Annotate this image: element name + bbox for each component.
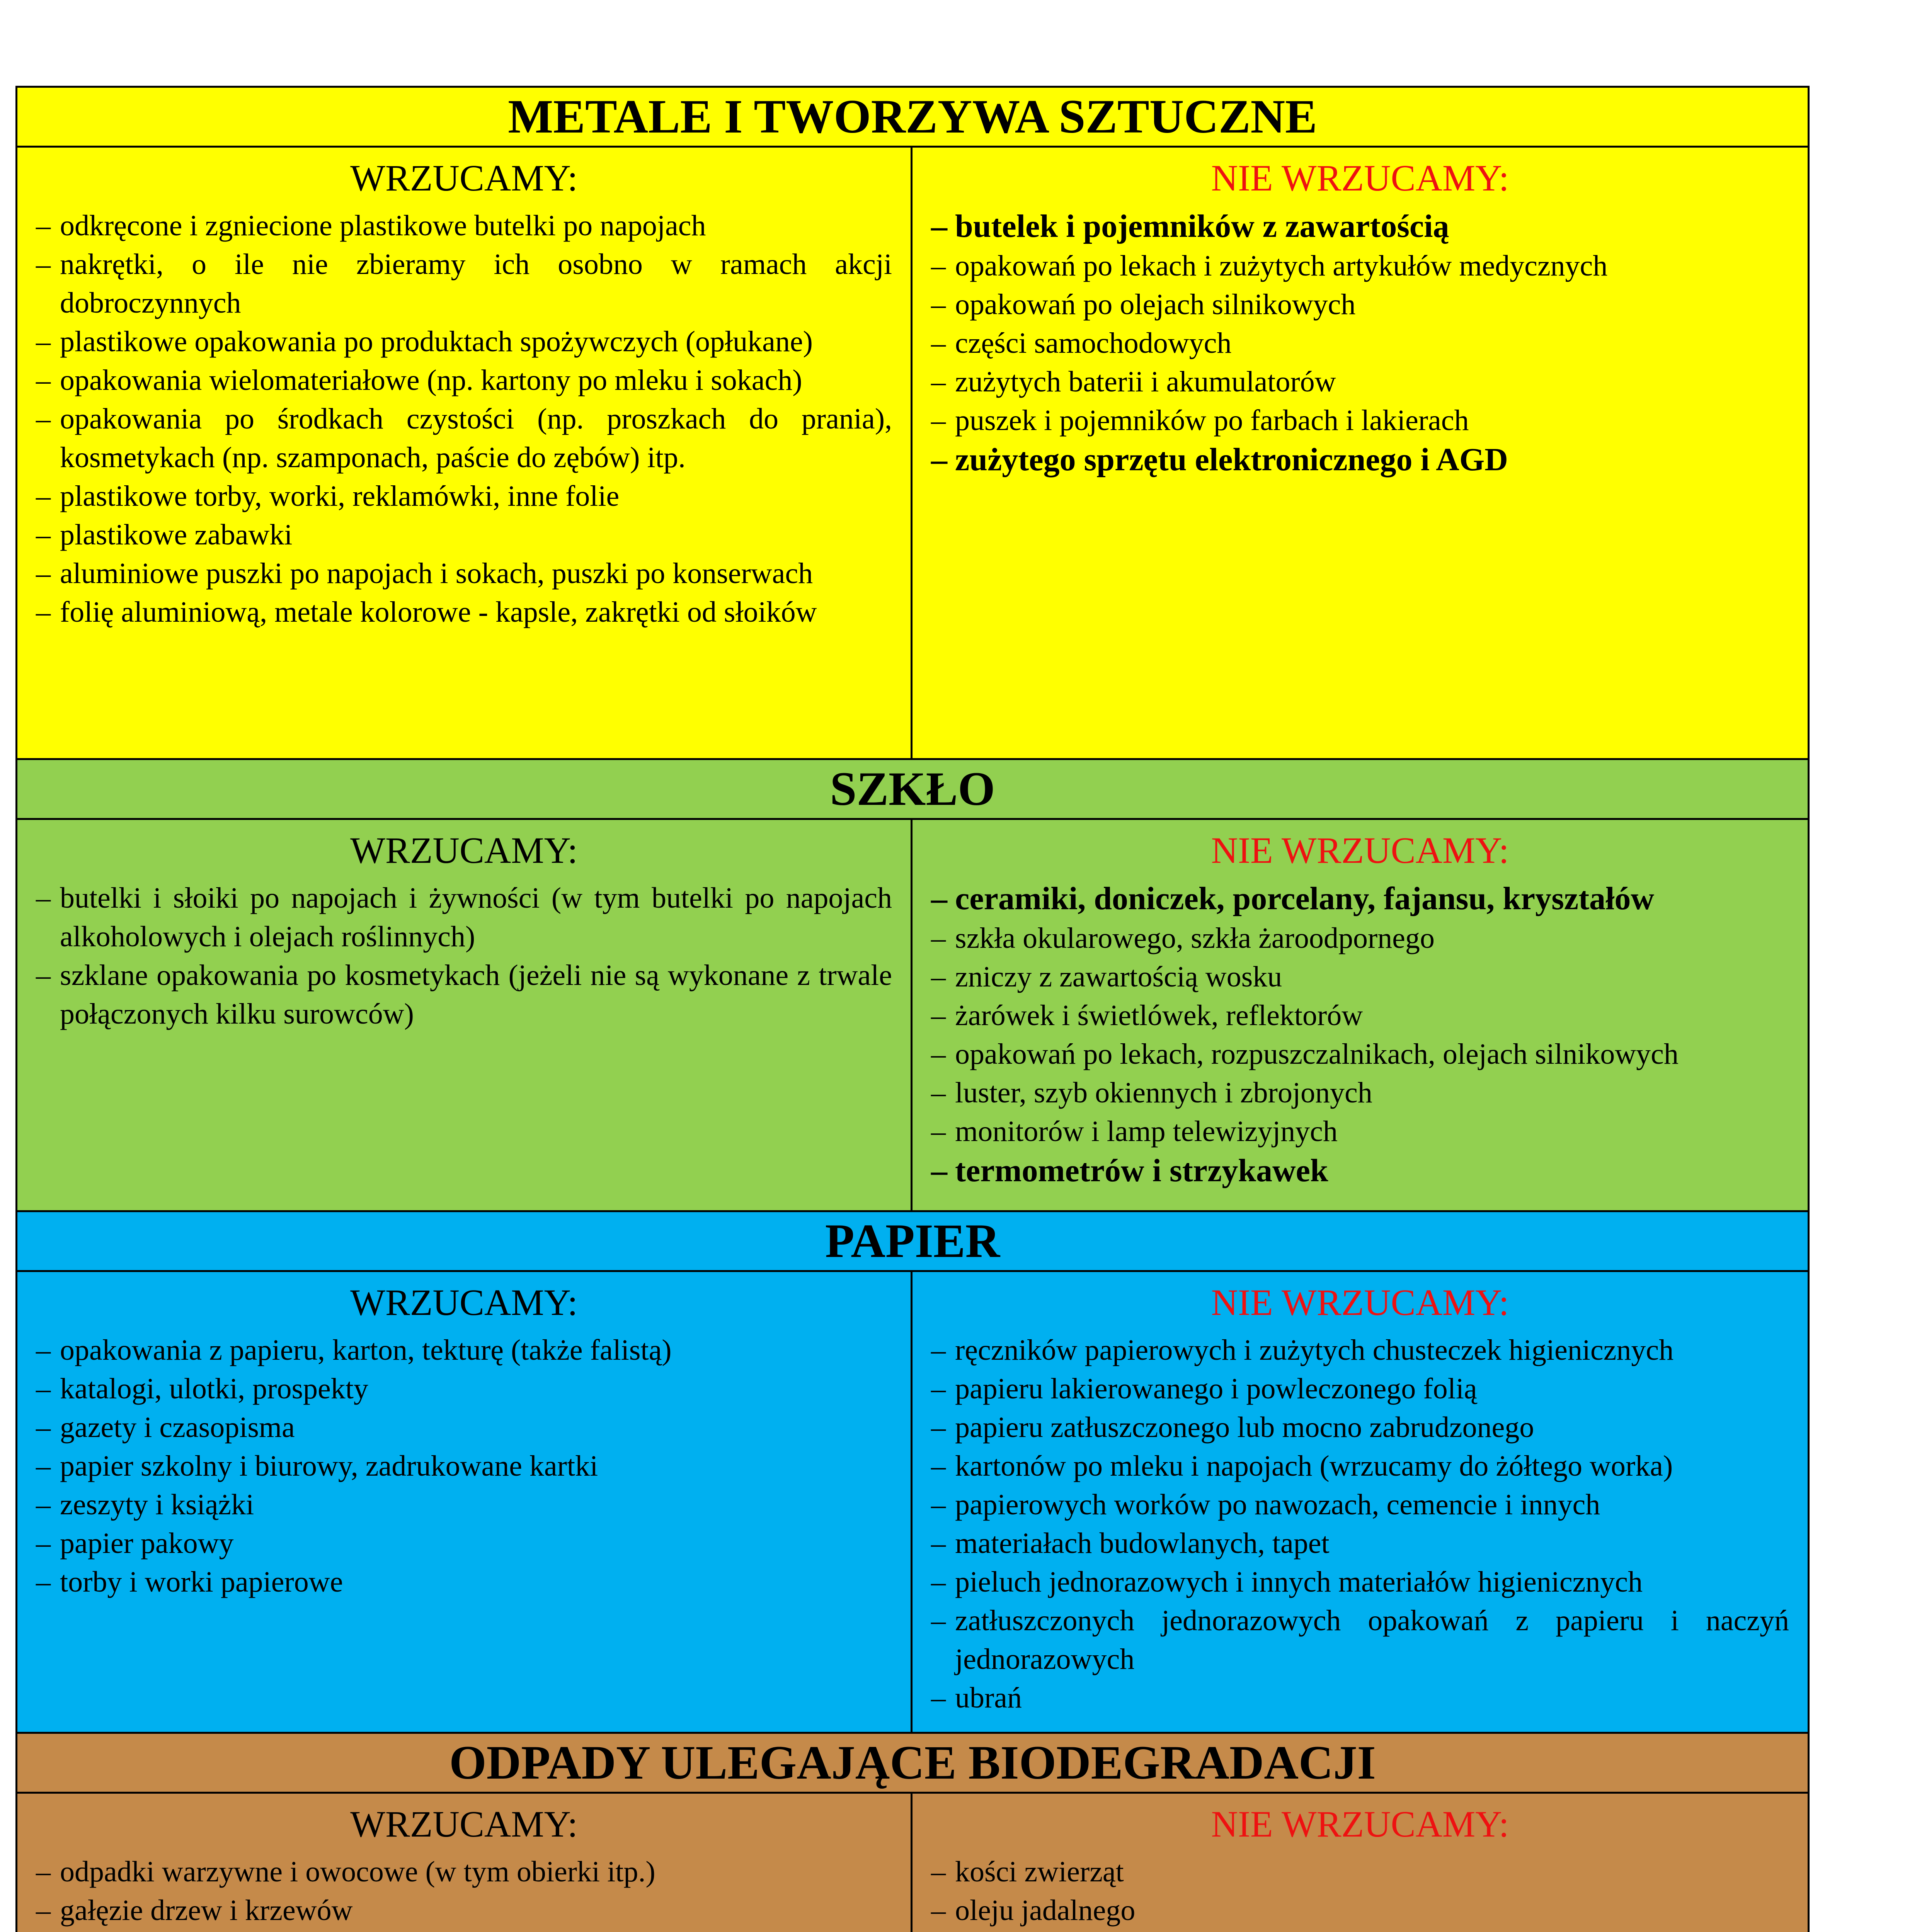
- list-item: – gałęzie drzew i krzewów: [36, 1891, 892, 1930]
- list-item: – termometrów i strzykawek: [931, 1151, 1789, 1191]
- list-item: – zniczy z zawartością wosku: [931, 957, 1789, 996]
- section-glass: [17, 760, 1808, 1212]
- section-title: METALE I TWORZYWA SZTUCZNE: [17, 88, 1808, 148]
- list-item: – opakowania po środkach czystości (np. proszkach do prania), kosmetykach (np. szamponach, paście do zębów) itp.: [36, 400, 892, 477]
- list-item: – papieru lakierowanego i powleczonego folią: [931, 1369, 1789, 1408]
- list-item: – nakrętki, o ile nie zbieramy ich osobno w ramach akcji dobroczynnych: [36, 245, 892, 322]
- accepted-list: [36, 1852, 892, 1932]
- list-item: – opakowania z papieru, karton, tekturę (także falistą): [36, 1331, 892, 1369]
- rejected-heading: NIE WRZUCAMY:: [1211, 1282, 1509, 1323]
- rejected-list: [931, 879, 1789, 1191]
- list-item: [36, 1930, 892, 1932]
- section-title: ODPADY ULEGAJĄCE BIODEGRADACJI: [17, 1734, 1808, 1794]
- section-columns: [17, 820, 1808, 1210]
- list-item: – zeszyty i książki: [36, 1485, 892, 1524]
- list-item: – ceramiki, doniczek, porcelany, fajansu, kryształów: [931, 879, 1789, 919]
- list-item: – plastikowe opakowania po produktach spożywczych (opłukane): [36, 322, 892, 361]
- list-item: – kości zwierząt: [931, 1852, 1789, 1891]
- accepted-list: [36, 206, 892, 631]
- accepted-column: [17, 1794, 913, 1932]
- accepted-list: [36, 1331, 892, 1601]
- list-item: – papier pakowy: [36, 1524, 892, 1563]
- list-item: – zużytych baterii i akumulatorów: [931, 362, 1789, 401]
- list-item: – torby i worki papierowe: [36, 1563, 892, 1601]
- list-item: – gazety i czasopisma: [36, 1408, 892, 1447]
- list-item: – części samochodowych: [931, 324, 1789, 362]
- rejected-column: [913, 1272, 1808, 1732]
- list-item: – butelek i pojemników z zawartością: [931, 206, 1789, 247]
- list-item: – plastikowe zabawki: [36, 515, 892, 554]
- list-item: – luster, szyb okiennych i zbrojonych: [931, 1073, 1789, 1112]
- accepted-column: [17, 148, 913, 758]
- rejected-column: [913, 148, 1808, 758]
- section-title: PAPIER: [17, 1212, 1808, 1272]
- accepted-heading: WRZUCAMY:: [350, 1282, 578, 1323]
- rejected-heading: NIE WRZUCAMY:: [1211, 157, 1509, 199]
- rejected-heading: NIE WRZUCAMY:: [1211, 1803, 1509, 1845]
- list-item: – folię aluminiową, metale kolorowe - kapsle, zakrętki od słoików: [36, 593, 892, 631]
- list-item: – żarówek i świetlówek, reflektorów: [931, 996, 1789, 1035]
- waste-sorting-table: [15, 86, 1810, 1932]
- list-item: – kartonów po mleku i napojach (wrzucamy do żółtego worka): [931, 1447, 1789, 1485]
- accepted-list: [36, 879, 892, 1033]
- rejected-heading: NIE WRZUCAMY:: [1211, 830, 1509, 871]
- list-item: – ręczników papierowych i zużytych chusteczek higienicznych: [931, 1331, 1789, 1369]
- list-item: [931, 1930, 1789, 1932]
- section-columns: [17, 1272, 1808, 1732]
- list-item: – papieru zatłuszczonego lub mocno zabrudzonego: [931, 1408, 1789, 1447]
- rejected-list: [931, 1852, 1789, 1932]
- section-columns: [17, 148, 1808, 758]
- section-biodegradable: [17, 1734, 1808, 1932]
- list-item: – odpadki warzywne i owocowe (w tym obierki itp.): [36, 1852, 892, 1891]
- list-item: – materiałach budowlanych, tapet: [931, 1524, 1789, 1563]
- accepted-column: [17, 820, 913, 1210]
- section-metals-plastics: [17, 88, 1808, 760]
- list-item: – katalogi, ulotki, prospekty: [36, 1369, 892, 1408]
- list-item: – oleju jadalnego: [931, 1891, 1789, 1930]
- list-item: – papierowych worków po nawozach, cemencie i innych: [931, 1485, 1789, 1524]
- rejected-column: [913, 820, 1808, 1210]
- list-item: – opakowań po olejach silnikowych: [931, 285, 1789, 324]
- list-item: – odkręcone i zgniecione plastikowe butelki po napojach: [36, 206, 892, 245]
- rejected-column: [913, 1794, 1808, 1932]
- rejected-list: [931, 206, 1789, 480]
- list-item: – puszek i pojemników po farbach i lakierach: [931, 401, 1789, 440]
- section-columns: [17, 1794, 1808, 1932]
- accepted-column: [17, 1272, 913, 1732]
- section-paper: [17, 1212, 1808, 1734]
- list-item: – zatłuszczonych jednorazowych opakowań z papieru i naczyń jednorazowych: [931, 1601, 1789, 1679]
- list-item: – aluminiowe puszki po napojach i sokach, puszki po konserwach: [36, 554, 892, 593]
- accepted-heading: WRZUCAMY:: [350, 1803, 578, 1845]
- list-item: – pieluch jednorazowych i innych materiałów higienicznych: [931, 1563, 1789, 1601]
- accepted-heading: WRZUCAMY:: [350, 157, 578, 199]
- list-item: – ubrań: [931, 1679, 1789, 1717]
- list-item: – opakowań po lekach, rozpuszczalnikach, olejach silnikowych: [931, 1035, 1789, 1073]
- list-item: – zużytego sprzętu elektronicznego i AGD: [931, 440, 1789, 480]
- section-title: SZKŁO: [17, 760, 1808, 820]
- list-item: – butelki i słoiki po napojach i żywności (w tym butelki po napojach alkoholowych i olejach roślinnych): [36, 879, 892, 956]
- list-item: – szkła okularowego, szkła żaroodpornego: [931, 919, 1789, 957]
- list-item: – plastikowe torby, worki, reklamówki, inne folie: [36, 477, 892, 515]
- list-item: – monitorów i lamp telewizyjnych: [931, 1112, 1789, 1151]
- list-item: – opakowań po lekach i zużytych artykułów medycznych: [931, 247, 1789, 285]
- accepted-heading: WRZUCAMY:: [350, 830, 578, 871]
- list-item: – papier szkolny i biurowy, zadrukowane kartki: [36, 1447, 892, 1485]
- list-item: – opakowania wielomateriałowe (np. kartony po mleku i sokach): [36, 361, 892, 400]
- rejected-list: [931, 1331, 1789, 1717]
- list-item: – szklane opakowania po kosmetykach (jeżeli nie są wykonane z trwale połączonych kilku surowców): [36, 956, 892, 1033]
